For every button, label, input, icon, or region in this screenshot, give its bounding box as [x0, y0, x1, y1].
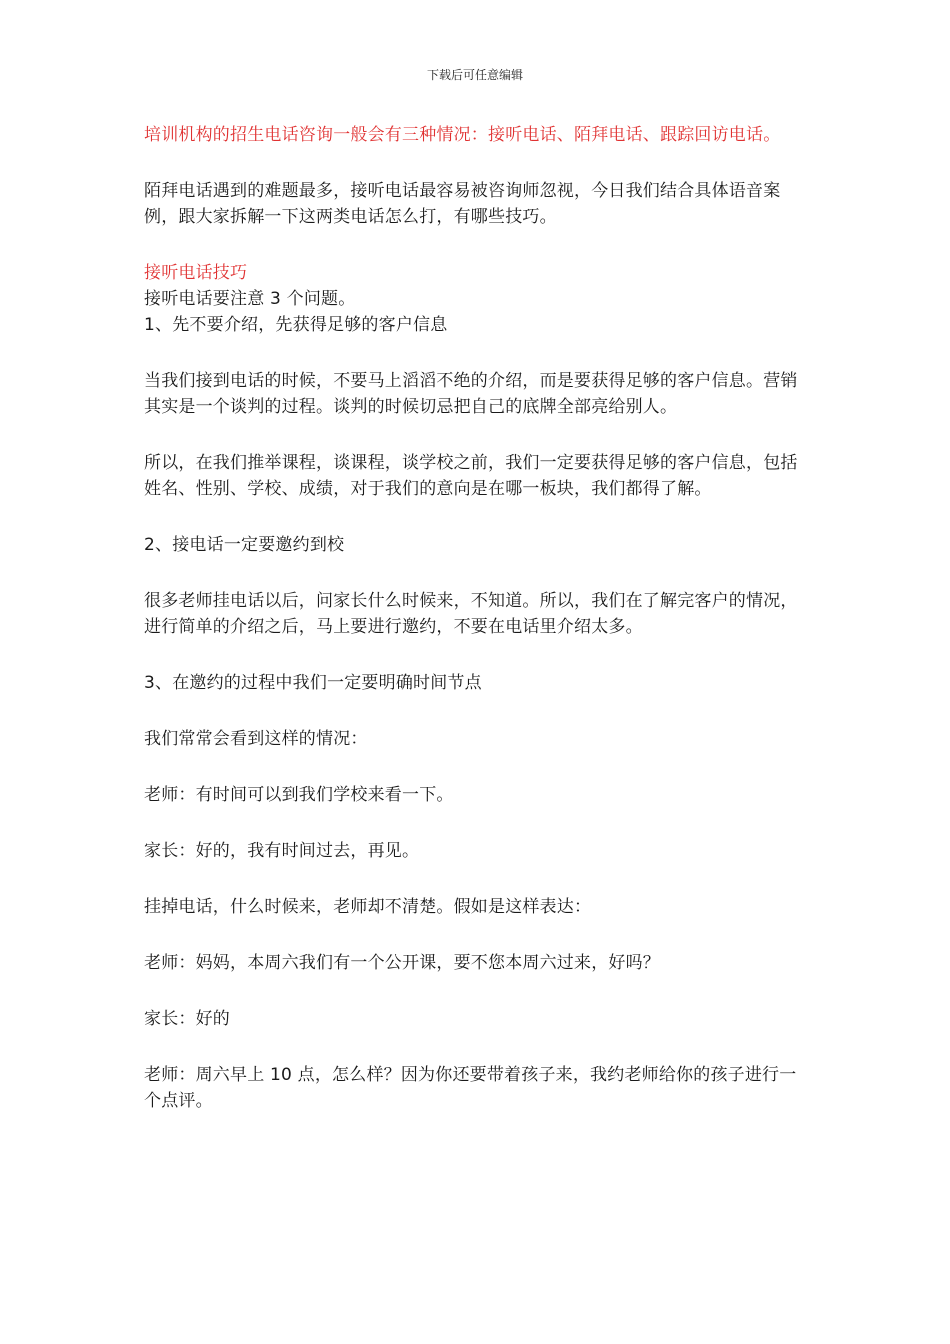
- point-3-paragraph: 我们常常会看到这样的情况：: [144, 729, 368, 749]
- document-body: [144, 122, 812, 1114]
- point-1-heading: 1、先不要介绍，先获得足够的客户信息: [144, 315, 448, 335]
- dialogue-line: 老师：周六早上 10 点，怎么样？因为你还要带着孩子来，我约老师给你的孩子进行一个点评。: [144, 1065, 797, 1111]
- dialogue-line: 家长：好的: [144, 1009, 230, 1029]
- point-1-paragraph-b: 所以，在我们推举课程，谈课程，谈学校之前，我们一定要获得足够的客户信息，包括姓名、性别、学校、成绩，对于我们的意向是在哪一板块，我们都得了解。: [144, 453, 798, 499]
- section-intro: 接听电话要注意 3 个问题。: [144, 289, 356, 309]
- summary-paragraph: 陌拜电话遇到的难题最多，接听电话最容易被咨询师忽视，今日我们结合具体语音案例，跟大家拆解一下这两类电话怎么打，有哪些技巧。: [144, 181, 781, 227]
- point-2-heading: 2、接电话一定要邀约到校: [144, 535, 345, 555]
- intro-paragraph: 培训机构的招生电话咨询一般会有三种情况：接听电话、陌拜电话、跟踪回访电话。: [144, 125, 781, 145]
- narration-line: 挂掉电话，什么时候来，老师却不清楚。假如是这样表达：: [144, 897, 592, 917]
- section-heading: 接听电话技巧: [144, 263, 248, 283]
- point-3-heading: 3、在邀约的过程中我们一定要明确时间节点: [144, 673, 482, 693]
- page-header: 下载后可任意编辑: [426, 68, 523, 82]
- point-2-paragraph: 很多老师挂电话以后，问家长什么时候来，不知道。所以，我们在了解完客户的情况，进行简单的介绍之后，马上要进行邀约，不要在电话里介绍太多。: [144, 591, 798, 637]
- dialogue-line: 家长：好的，我有时间过去，再见。: [144, 841, 420, 861]
- point-1-paragraph-a: 当我们接到电话的时候，不要马上滔滔不绝的介绍，而是要获得足够的客户信息。营销其实是一个谈判的过程。谈判的时候切忌把自己的底牌全部亮给别人。: [144, 371, 798, 417]
- dialogue-line: 老师：妈妈，本周六我们有一个公开课，要不您本周六过来，好吗？: [144, 953, 660, 973]
- dialogue-line: 老师：有时间可以到我们学校来看一下。: [144, 785, 454, 805]
